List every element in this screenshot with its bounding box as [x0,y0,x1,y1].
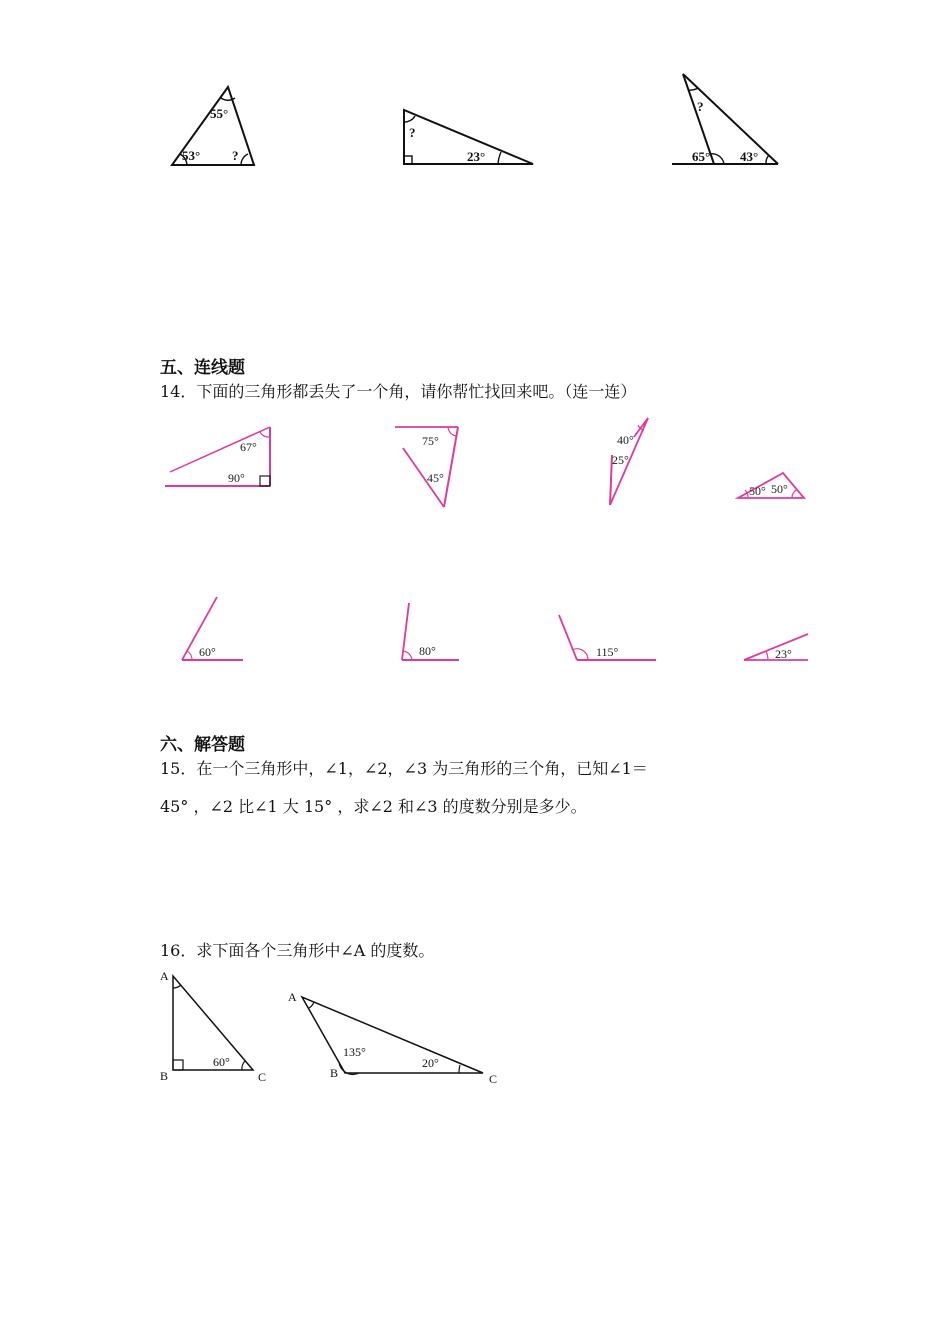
magenta-triangle-2 [390,420,470,512]
angle-label: 40° [617,433,634,447]
magenta-triangle-4 [734,470,810,504]
vertex-label-c: C [489,1072,498,1086]
angle-label: 135° [343,1045,366,1059]
angle-label: 53° [182,148,201,163]
angle-label: ? [409,125,416,140]
angle-label: 25° [612,453,629,467]
angle-label: 60° [213,1055,230,1069]
angle-label: 50° [771,482,788,496]
vertex-label-c: C [258,1070,267,1084]
angle-label: 50° [749,484,766,498]
triangle-abc-right [155,962,280,1087]
angle-label: 67° [240,440,257,454]
angle-label: ? [232,148,239,163]
top-triangle-1 [160,80,270,175]
angle-label: 115° [596,645,619,659]
lost-angle-1 [175,592,250,667]
triangle-abc-obtuse [285,975,505,1090]
vertex-label-a: A [288,990,297,1004]
question-15-line-2: 45° ，∠2 比∠1 大 15° ，求∠2 和∠3 的度数分别是多少。 [160,797,587,816]
lost-angle-2 [395,598,465,666]
angle-label: 23° [775,647,792,661]
section-5-heading: 五、连线题 [160,358,245,378]
question-15-line-1: 15．在一个三角形中，∠1，∠2，∠3 为三角形的三个角，已知∠1＝ [160,759,648,778]
magenta-triangle-3 [600,413,660,511]
vertex-label-a: A [160,969,169,983]
magenta-triangle-1 [160,420,280,495]
angle-label: 75° [422,434,439,448]
section-6-heading: 六、解答题 [160,735,245,755]
top-triangle-2 [395,100,540,170]
angle-label: 43° [740,149,759,164]
angle-label: 60° [199,645,216,659]
angle-label: 45° [427,471,444,485]
angle-label: 90° [228,471,245,485]
vertex-label-b: B [330,1066,339,1080]
angle-label: 65° [692,149,711,164]
question-14: 14．下面的三角形都丢失了一个角，请你帮忙找回来吧。（连一连） [160,382,637,401]
angle-label: 23° [467,149,486,164]
lost-angle-3 [552,610,662,666]
angle-label: 55° [210,106,229,121]
vertex-label-b: B [160,1069,169,1083]
angle-label: 20° [422,1056,439,1070]
angle-label: 80° [419,644,436,658]
question-16: 16．求下面各个三角形中∠A 的度数。 [160,941,435,960]
top-triangle-3 [668,70,783,170]
lost-angle-4 [740,628,812,666]
angle-label: ? [697,99,704,114]
